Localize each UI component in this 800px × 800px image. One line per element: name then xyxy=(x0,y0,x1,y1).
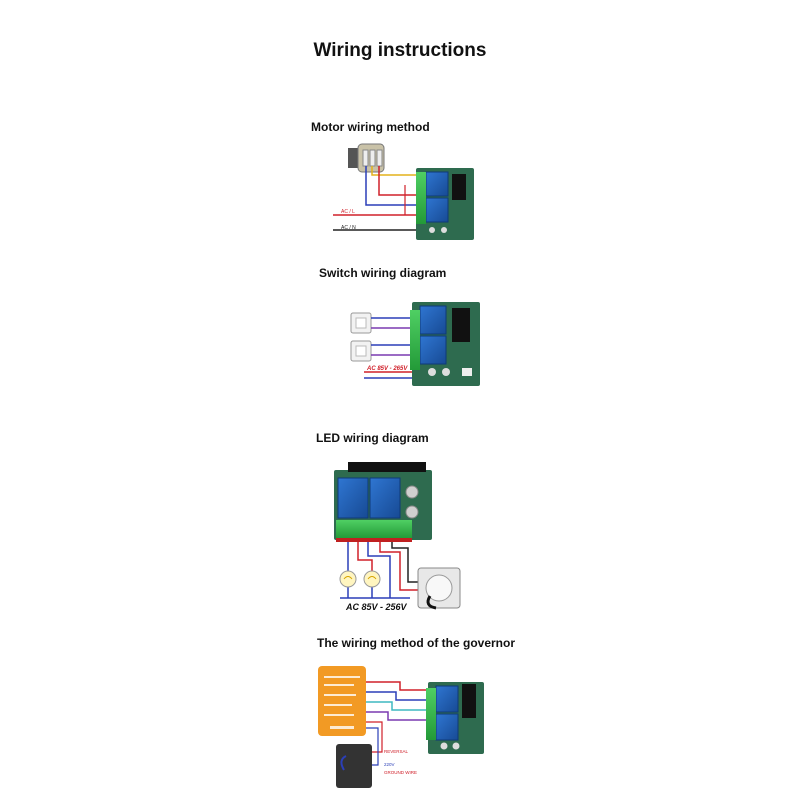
page-title: Wiring instructions xyxy=(313,40,487,61)
bulb-icon-1 xyxy=(340,571,356,587)
governor-module xyxy=(318,666,366,736)
governor-motor-icon xyxy=(336,744,372,788)
bulb-icon-2 xyxy=(364,571,380,587)
led-section-title: LED wiring diagram xyxy=(316,431,429,445)
power-socket-icon xyxy=(418,568,460,608)
governor-section-title: The wiring method of the governor xyxy=(317,636,515,650)
ac-n-label: AC / N xyxy=(341,225,356,231)
wall-switch-icon-2 xyxy=(351,341,371,361)
motor-diagram xyxy=(333,144,474,240)
relay-board-switch xyxy=(410,302,480,386)
relay-board-led xyxy=(334,462,432,542)
switch-section-title: Switch wiring diagram xyxy=(319,266,447,280)
relay-board-motor xyxy=(416,168,474,240)
v220-label: 220V xyxy=(384,762,395,767)
relay-board-governor xyxy=(426,682,484,754)
led-voltage-label: AC 85V - 256V xyxy=(346,602,407,612)
motor-section-title: Motor wiring method xyxy=(311,120,430,134)
led-diagram xyxy=(334,462,460,612)
switch-voltage-label: AC 85V - 265V xyxy=(367,366,408,372)
ac-l-label: AC / L xyxy=(341,209,355,215)
switch-diagram xyxy=(351,302,480,386)
reversal-label: REVERSAL xyxy=(384,749,409,754)
ground-wire-label: GROUND WIRE xyxy=(384,770,417,775)
wall-switch-icon-1 xyxy=(351,313,371,333)
governor-diagram xyxy=(318,666,484,788)
